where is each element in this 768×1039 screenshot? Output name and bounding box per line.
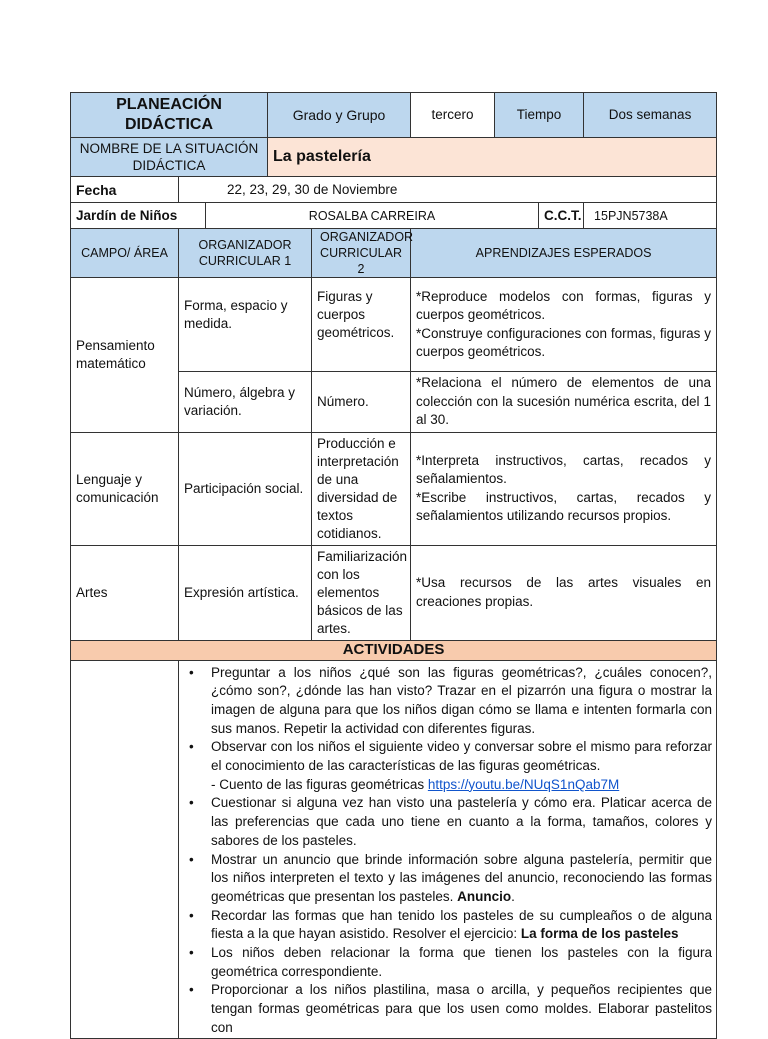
activity-item-6: • Los niños deben relacionar la forma que tienen los pasteles con la figura geométrica correspondiente. <box>211 944 712 981</box>
activity-item-7: • Proporcionar a los niños plastilina, masa o arcilla, y pequeños recipientes que tengan formas geométricas para que los usen como moldes. Elaborar pastelitos con <box>211 981 712 1037</box>
col-campo: CAMPO/ ÁREA <box>71 229 179 278</box>
aprend-artes: *Usa recursos de las artes visuales en creaciones propias. <box>411 545 717 640</box>
campo-artes: Artes <box>71 545 179 640</box>
col-org1: ORGANIZADOR CURRICULAR 1 <box>179 229 312 278</box>
aprend-numero: *Relaciona el número de elementos de una colección con la sucesión numérica escrita, del 1 al 30. <box>411 372 717 433</box>
activity-item-1: • Preguntar a los niños ¿qué son las figuras geométricas?, ¿cuáles conocen?, ¿cómo son?, ¿dónde las han visto? Trazar en el pizarrón una figura o mostrar la imagen de alguna para que los niños digan cómo se llama e intenten formarla con sus manos. Repetir la actividad con diferentes figuras. <box>211 664 712 739</box>
org1-participacion: Participación social. <box>179 432 312 545</box>
situation-label: NOMBRE DE LA SITUACIÓN DIDÁCTICA <box>71 138 268 177</box>
planning-table <box>70 92 717 1039</box>
aprend-figuras: *Reproduce modelos con formas, figuras y cuerpos geométricos. *Construye configuraciones con formas, figuras y cuerpos geométricos. <box>411 278 717 372</box>
campo-pensamiento: Pensamiento matemático <box>71 278 179 433</box>
activity-video-caption: - Cuento de las figuras geométricas <box>211 776 428 792</box>
activities-body <box>179 660 717 1038</box>
org2-familiarizacion: Familiarización con los elementos básicos de las artes. <box>312 545 411 640</box>
cct-label: C.C.T. <box>539 203 584 229</box>
school-label: Jardín de Niños <box>71 203 206 229</box>
doc-title: PLANEACIÓN DIDÁCTICA <box>71 93 268 138</box>
date-value: 22, 23, 29, 30 de Noviembre <box>179 177 717 203</box>
col-org2: ORGANIZADOR CURRICULAR 2 <box>312 229 411 278</box>
time-value: Dos semanas <box>584 93 717 138</box>
grade-label: Grado y Grupo <box>268 93 411 138</box>
col-aprendizajes: APRENDIZAJES ESPERADOS <box>411 229 717 278</box>
lesson-plan-document <box>70 92 716 1039</box>
cct-value: 15PJN5738A <box>584 203 717 229</box>
exercise-label: La forma de los pasteles <box>520 926 679 942</box>
video-link[interactable]: https://youtu.be/NUqS1nQab7M <box>427 776 620 792</box>
situation-value: La pastelería <box>268 138 717 177</box>
time-label: Tiempo <box>495 93 584 138</box>
campo-lenguaje: Lenguaje y comunicación <box>71 432 179 545</box>
aprend-lenguaje: *Interpreta instructivos, cartas, recados y señalamientos. *Escribe instructivos, cartas, recados y señalamientos utilizando recursos propios. <box>411 432 717 545</box>
org1-numero: Número, álgebra y variación. <box>179 372 312 433</box>
activity-item-2: • Observar con los niños el siguiente video y conversar sobre el mismo para reforzar el conocimiento de las características de las figuras geométricas. - Cuento de las figuras geométricas https://youtu.be/NUqS1nQab7M <box>211 738 712 794</box>
activity-item-4: • Mostrar un anuncio que brinde información sobre alguna pastelería, permitir que los niños interpreten el texto y las imágenes del anuncio, reconociendo las formas geométricas que presentan los pasteles. Anuncio. <box>211 851 712 907</box>
org1-expresion: Expresión artística. <box>179 545 312 640</box>
date-label: Fecha <box>71 177 179 203</box>
org2-produccion: Producción e interpretación de una diversidad de textos cotidianos. <box>312 432 411 545</box>
org2-numero: Número. <box>312 372 411 433</box>
grade-value: tercero <box>411 93 495 138</box>
org1-forma: Forma, espacio y medida. <box>179 278 312 372</box>
activities-margin <box>71 660 179 1038</box>
school-value: ROSALBA CARREIRA <box>206 203 539 229</box>
anuncio-label: Anuncio <box>457 888 512 904</box>
activity-item-5: • Recordar las formas que han tenido los pasteles de su cumpleaños o de alguna fiesta a la que hayan asistido. Resolver el ejercicio: La forma de los pasteles <box>211 907 712 944</box>
activities-title: ACTIVIDADES <box>71 640 717 660</box>
activities-list <box>183 664 712 1038</box>
activity-item-3: • Cuestionar si alguna vez han visto una pastelería y cómo era. Platicar acerca de las preferencias que cada uno tiene en cuanto a la forma, tamaños, colores y sabores de los pasteles. <box>211 794 712 850</box>
org2-figuras: Figuras y cuerpos geométricos. <box>312 278 411 372</box>
